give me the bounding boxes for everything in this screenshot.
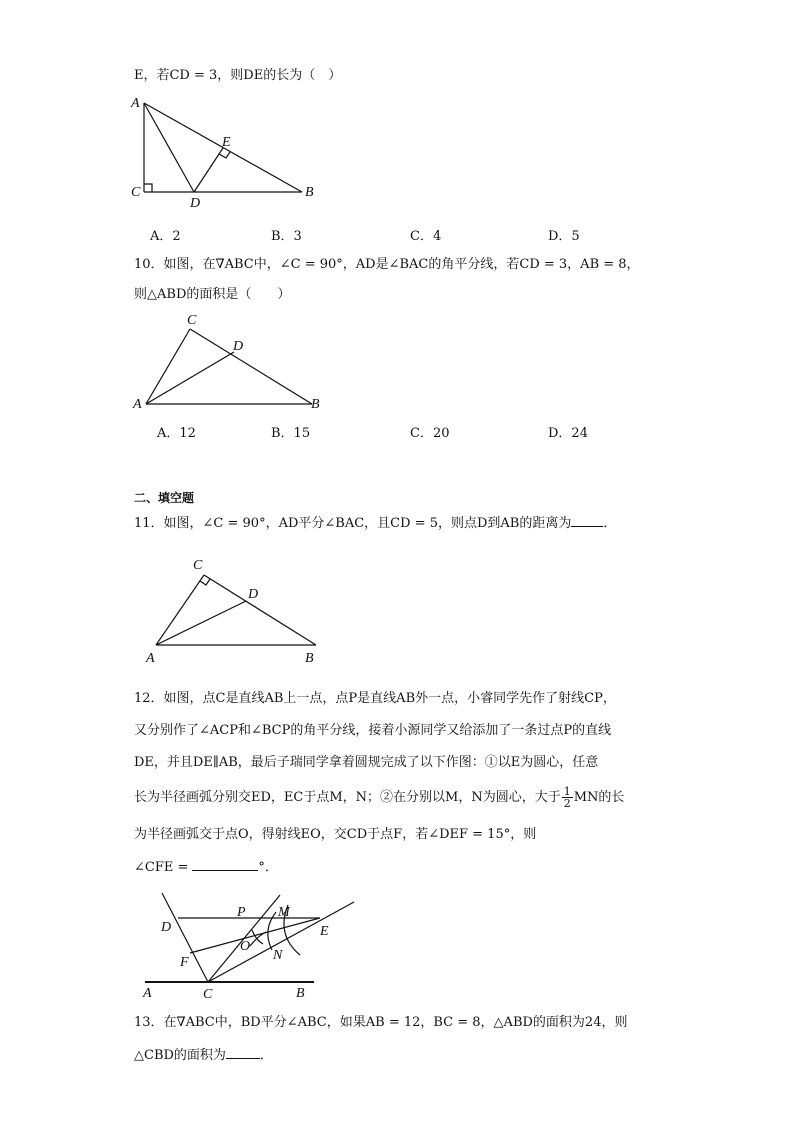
q12-stem-line3: DE，并且DE∥AB，最后子瑞同学拿着圆规完成了以下作图：①以E为圆心，任意 (134, 755, 599, 770)
q9-label-d: D (190, 196, 201, 211)
q10-label-d: D (233, 339, 244, 354)
section-title-fill-in: 二、填空题 (134, 491, 195, 505)
q10-option-a: A．12 (157, 426, 196, 441)
q9-option-d: D．5 (548, 229, 580, 244)
q12-label-o: O (240, 939, 251, 954)
q11-stem (134, 514, 616, 533)
q11-label-b: B (305, 651, 314, 666)
q10-label-c: C (187, 313, 197, 328)
q12-stem-line4 (134, 786, 624, 809)
q10-stem-line1: 10．如图，在∇ABC中，∠C = 90°，AD是∠BAC的角平分线，若CD = 3，AB = 8， (134, 257, 640, 272)
q11-label-a: A (146, 651, 155, 666)
q10-option-d: D．24 (548, 426, 588, 441)
q11-stem-text: 11．如图，∠C = 90°，AD平分∠BAC，且CD = 5，则点D到AB的距离为 (134, 516, 572, 531)
q12-label-d: D (161, 920, 172, 935)
q12-stem-line1: 12．如图，点C是直线AB上一点，点P是直线AB外一点，小睿同学先作了射线CP， (134, 691, 616, 706)
q11-stem-end: ． (603, 516, 617, 531)
q9-option-a: A．2 (150, 229, 181, 244)
q13-stem-line1: 13．在∇ABC中，BD平分∠ABC，如果AB = 12，BC = 8，△ABD的面积为24，则 (134, 1015, 628, 1030)
q9-label-b: B (305, 185, 314, 200)
q12-label-a: A (143, 986, 152, 1001)
q13-answer-blank[interactable] (226, 1046, 260, 1059)
q12-label-e: E (320, 924, 329, 939)
q12-stem-line4-a: 长为半径画弧分别交ED，EC于点M，N；②在分别以M，N为圆心，大于 (134, 790, 561, 805)
q13-stem-end: ． (259, 1048, 273, 1063)
q12-label-p: P (237, 905, 246, 920)
q10-option-b: B．15 (271, 426, 311, 441)
q12-label-c: C (203, 987, 213, 1002)
q12-stem-line4-b: MN的长 (573, 790, 625, 805)
q9-label-a: A (131, 96, 140, 111)
q10-label-b: B (311, 397, 320, 412)
q12-stem-line5: 为半径画弧交于点O，得射线EO，交CD于点F，若∠DEF = 15°，则 (134, 827, 537, 842)
q11-answer-blank[interactable] (571, 514, 603, 527)
q12-label-n: N (273, 948, 283, 963)
q12-fraction-numerator: 1 (563, 785, 571, 798)
q12-fraction-half (562, 786, 573, 809)
q12-label-m: M (278, 905, 290, 920)
q9-stem-tail: E，若CD = 3，则DE的长为（ ） (134, 68, 342, 83)
q11-label-c: C (193, 558, 203, 573)
q9-option-c: C．4 (410, 229, 442, 244)
q10-label-a: A (133, 397, 142, 412)
q9-label-c: C (131, 185, 141, 200)
q9-label-e: E (222, 135, 231, 150)
q12-stem-line6 (134, 858, 278, 877)
q12-label-f: F (180, 955, 189, 970)
q9-option-b: B．3 (271, 229, 302, 244)
q10-option-c: C．20 (410, 426, 450, 441)
q12-answer-blank[interactable] (192, 858, 258, 871)
q12-stem-line2: 又分别作了∠ACP和∠BCP的角平分线，接着小源同学又给添加了一条过点P的直线 (134, 723, 612, 738)
q10-stem-line2: 则△ABD的面积是（ ） (134, 287, 291, 302)
q13-stem-line2-text: △CBD的面积为 (134, 1048, 226, 1063)
q11-label-d: D (248, 587, 259, 602)
q12-label-b: B (296, 986, 305, 1001)
q12-stem-line6-a: ∠CFE = (134, 860, 189, 875)
q12-stem-line6-b: °． (258, 860, 278, 875)
q13-stem-line2 (134, 1046, 273, 1065)
q12-fraction-denominator: 2 (563, 797, 571, 810)
